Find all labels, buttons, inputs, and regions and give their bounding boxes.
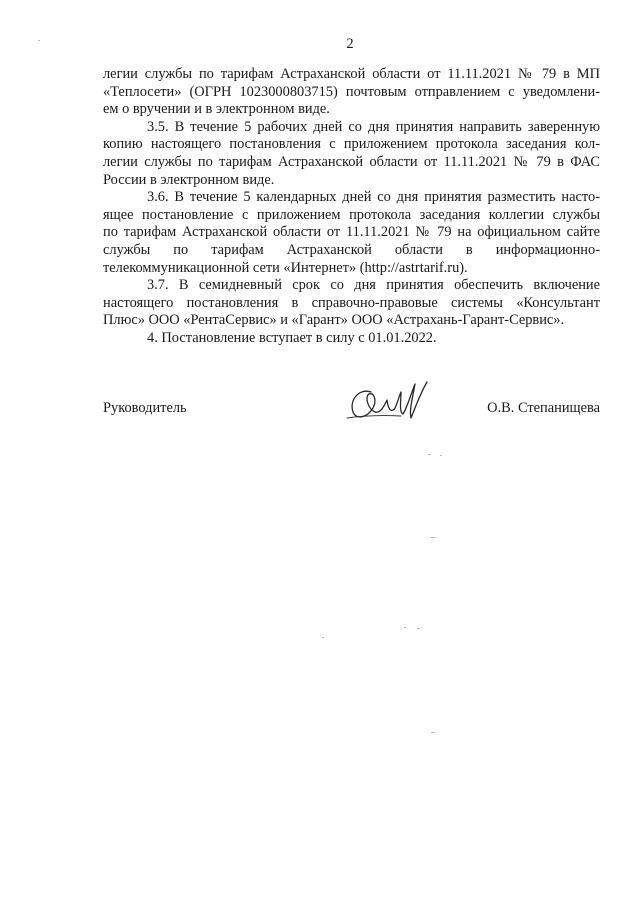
body-line: службы по тарифам Астраханской области в информационно- [103, 241, 600, 258]
scan-speck [440, 455, 442, 456]
signatory-title: Руководитель [103, 400, 187, 416]
body-line: Плюс» ООО «РентаСервис» и «Гарант» ООО «Астрахань-Гарант-Сервис». [103, 312, 565, 329]
scan-speck [430, 537, 436, 538]
signatory-name: О.В. Степанищева [487, 400, 600, 416]
scan-speck [38, 40, 40, 41]
body-line: по тарифам Астраханской области от 11.11.2021 № 79 на официальном сайте [103, 224, 600, 241]
body-line: копию настоящего постановления с приложением протокола заседания кол- [103, 136, 600, 153]
body-line: ем о вручении и в электронном виде. [103, 101, 330, 118]
signature-block [103, 400, 600, 424]
body-line: телекоммуникационной сети «Интернет» (http://astrtarif.ru). [103, 259, 468, 276]
body-line: 3.7. В семидневный срок со дня принятия обеспечить включение [147, 277, 600, 294]
scan-speck [322, 637, 324, 638]
body-line: ящее постановление с приложением протокола заседания коллегии службы [103, 206, 600, 223]
body-line: легии службы по тарифам Астраханской области от 11.11.2021 № 79 в МП [103, 66, 600, 82]
scan-speck [431, 732, 435, 733]
document-body [103, 66, 600, 348]
scan-speck [417, 628, 420, 629]
body-line: легии службы по тарифам Астраханской области от 11.11.2021 № 79 в ФАС [103, 153, 600, 170]
body-line: «Теплосети» (ОГРН 1023000803715) почтовым отправлением с уведомлени- [103, 83, 600, 100]
scan-speck [428, 454, 431, 455]
scan-speck [404, 627, 406, 628]
body-line: 3.5. В течение 5 рабочих дней со дня принятия направить заверенную [147, 118, 600, 135]
body-line: настоящего постановления в справочно-правовые системы «Консультант [103, 294, 600, 311]
page-number: 2 [346, 36, 354, 52]
body-line: России в электронном виде. [103, 171, 275, 188]
body-line: 3.6. В течение 5 календарных дней со дня принятия разместить насто- [147, 189, 600, 206]
handwritten-signature [341, 378, 433, 426]
body-line: 4. Постановление вступает в силу с 01.01.2022. [147, 329, 437, 346]
